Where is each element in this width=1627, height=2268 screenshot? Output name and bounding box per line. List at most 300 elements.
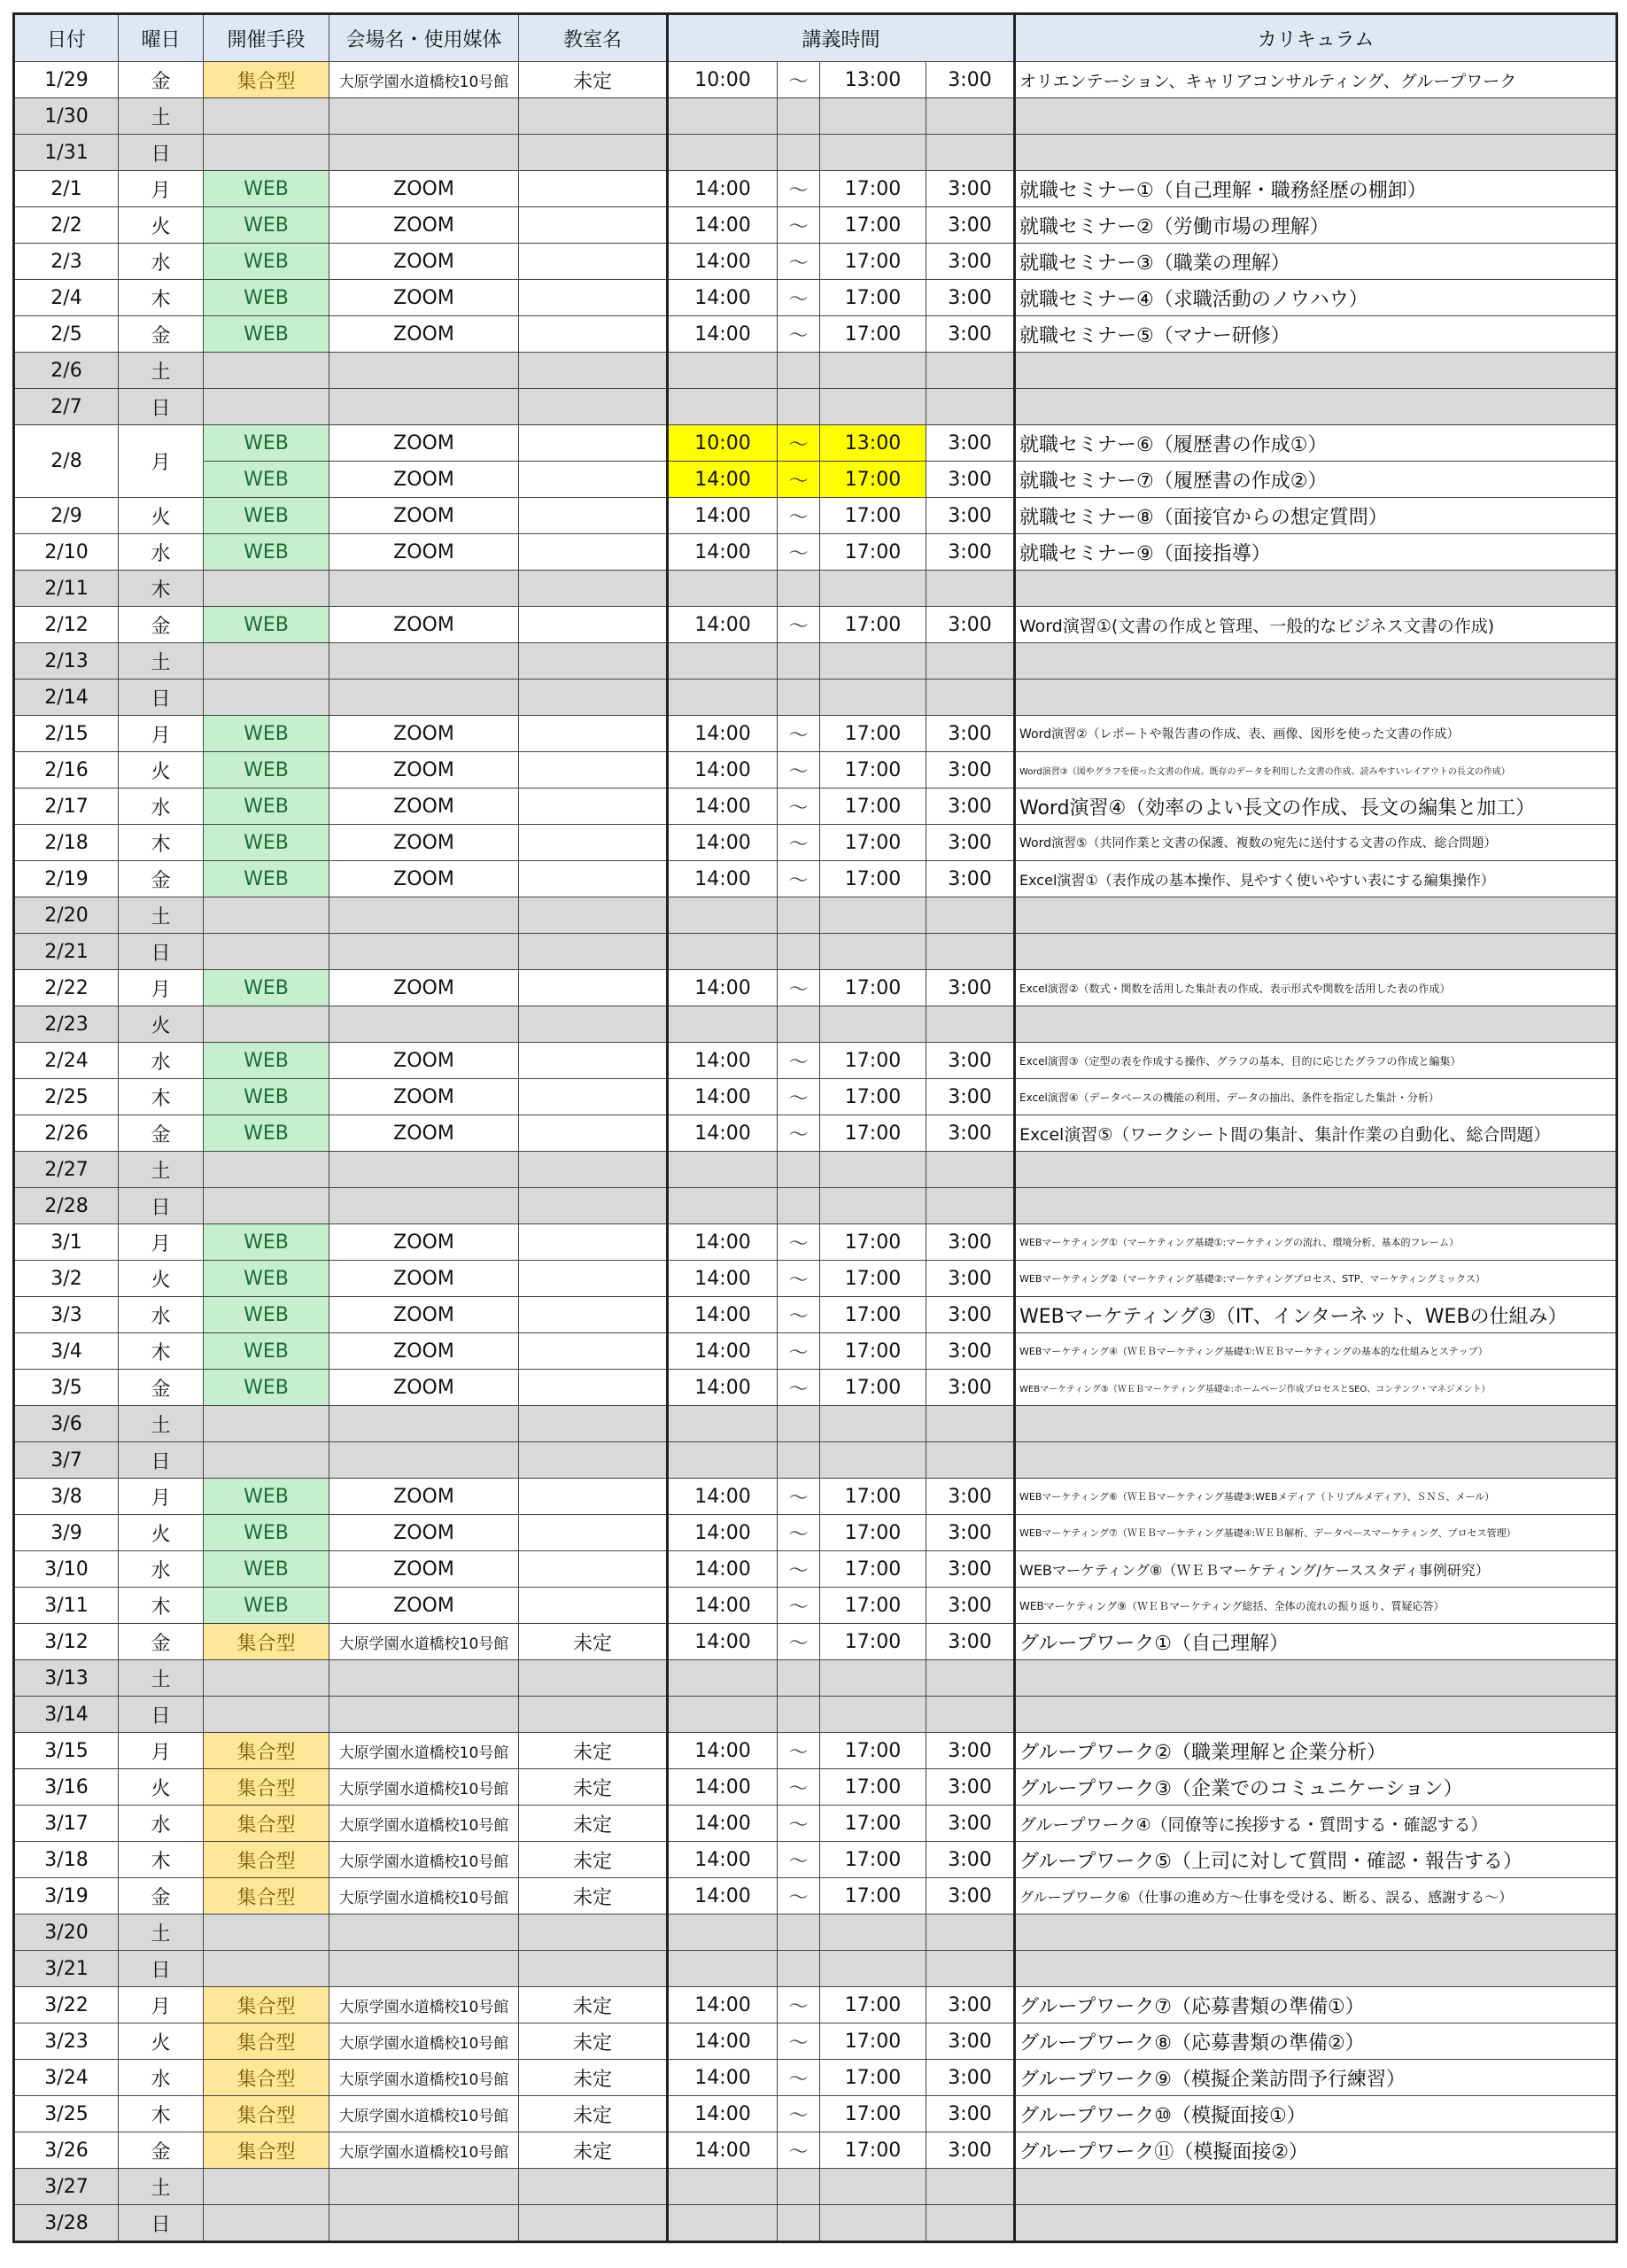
weekday-cell: 日 — [119, 934, 204, 970]
end-time-cell: 13:00 — [820, 425, 926, 462]
classroom-cell — [519, 1915, 668, 1951]
holiday-row — [14, 897, 1617, 934]
curriculum-cell: グループワーク⑪（模擬面接②） — [1015, 2132, 1617, 2169]
time-separator-cell: ～ — [778, 316, 820, 353]
weekday-cell: 土 — [119, 897, 204, 934]
method-badge: WEB — [204, 1115, 329, 1152]
end-time-cell — [820, 135, 926, 171]
date-cell: 2/26 — [14, 1115, 119, 1152]
end-time-cell — [820, 1442, 926, 1479]
session-row — [14, 244, 1617, 280]
venue-cell — [329, 571, 519, 607]
date-cell: 1/29 — [14, 62, 119, 98]
curriculum-cell — [1015, 2205, 1617, 2242]
duration-cell: 3:00 — [926, 752, 1015, 788]
duration-cell: 3:00 — [926, 1333, 1015, 1370]
date-cell: 2/23 — [14, 1006, 119, 1043]
start-time-cell — [668, 1152, 778, 1188]
weekday-cell: 月 — [119, 425, 204, 498]
start-time-cell — [668, 98, 778, 135]
time-separator-cell: ～ — [778, 1515, 820, 1551]
method-badge: WEB — [204, 1370, 329, 1406]
classroom-cell — [519, 1152, 668, 1188]
weekday-cell: 火 — [119, 1006, 204, 1043]
weekday-cell: 土 — [119, 1152, 204, 1188]
curriculum-cell — [1015, 1406, 1617, 1442]
end-time-cell — [820, 1951, 926, 1987]
start-time-cell: 10:00 — [668, 425, 778, 462]
weekday-cell: 月 — [119, 1224, 204, 1261]
duration-cell — [926, 1951, 1015, 1987]
weekday-cell: 土 — [119, 2169, 204, 2205]
venue-cell — [329, 680, 519, 716]
method-badge: WEB — [204, 1079, 329, 1115]
classroom-cell — [519, 207, 668, 244]
method-badge: WEB — [204, 788, 329, 825]
duration-cell: 3:00 — [926, 1115, 1015, 1152]
session-row — [14, 1806, 1617, 1842]
weekday-cell: 月 — [119, 1733, 204, 1769]
start-time-cell: 14:00 — [668, 207, 778, 244]
venue-cell: ZOOM — [329, 462, 519, 498]
curriculum-cell: グループワーク③（企業でのコミュニケーション） — [1015, 1769, 1617, 1806]
end-time-cell: 17:00 — [820, 607, 926, 643]
end-time-cell: 17:00 — [820, 1224, 926, 1261]
method-badge: WEB — [204, 1261, 329, 1297]
end-time-cell: 17:00 — [820, 788, 926, 825]
duration-cell — [926, 1442, 1015, 1479]
method-cell — [204, 1660, 329, 1697]
date-cell: 3/7 — [14, 1442, 119, 1479]
date-cell: 3/17 — [14, 1806, 119, 1842]
method-cell — [204, 1915, 329, 1951]
duration-cell: 3:00 — [926, 316, 1015, 353]
end-time-cell: 17:00 — [820, 2023, 926, 2060]
header-row — [14, 14, 1617, 62]
date-cell: 3/1 — [14, 1224, 119, 1261]
start-time-cell: 14:00 — [668, 1842, 778, 1878]
method-badge: WEB — [204, 1588, 329, 1624]
method-badge: WEB — [204, 316, 329, 353]
end-time-cell — [820, 643, 926, 680]
duration-cell: 3:00 — [926, 1224, 1015, 1261]
classroom-cell: 未定 — [519, 2096, 668, 2132]
time-separator-cell: ～ — [778, 2060, 820, 2096]
venue-cell — [329, 135, 519, 171]
time-separator-cell — [778, 1188, 820, 1224]
duration-cell — [926, 1915, 1015, 1951]
weekday-cell: 土 — [119, 1660, 204, 1697]
curriculum-cell — [1015, 389, 1617, 425]
method-badge: WEB — [204, 1515, 329, 1551]
method-badge: 集合型 — [204, 1624, 329, 1660]
header-weekday: 曜日 — [119, 14, 204, 62]
weekday-cell: 日 — [119, 1188, 204, 1224]
classroom-cell: 未定 — [519, 1806, 668, 1842]
method-badge: WEB — [204, 1333, 329, 1370]
classroom-cell — [519, 861, 668, 897]
time-separator-cell — [778, 353, 820, 389]
duration-cell — [926, 643, 1015, 680]
weekday-cell: 火 — [119, 207, 204, 244]
duration-cell: 3:00 — [926, 1479, 1015, 1515]
start-time-cell: 14:00 — [668, 1370, 778, 1406]
curriculum-cell — [1015, 571, 1617, 607]
weekday-cell: 火 — [119, 1261, 204, 1297]
duration-cell: 3:00 — [926, 1987, 1015, 2023]
venue-cell — [329, 2205, 519, 2242]
weekday-cell: 水 — [119, 1297, 204, 1333]
classroom-cell — [519, 571, 668, 607]
session-row — [14, 752, 1617, 788]
start-time-cell: 14:00 — [668, 2023, 778, 2060]
duration-cell: 3:00 — [926, 1842, 1015, 1878]
header-method: 開催手段 — [204, 14, 329, 62]
end-time-cell — [820, 98, 926, 135]
time-separator-cell: ～ — [778, 498, 820, 534]
start-time-cell: 14:00 — [668, 244, 778, 280]
duration-cell: 3:00 — [926, 1588, 1015, 1624]
start-time-cell — [668, 1006, 778, 1043]
weekday-cell: 日 — [119, 135, 204, 171]
end-time-cell: 17:00 — [820, 1733, 926, 1769]
session-row — [14, 825, 1617, 861]
weekday-cell: 日 — [119, 680, 204, 716]
end-time-cell: 17:00 — [820, 1769, 926, 1806]
method-badge: 集合型 — [204, 1806, 329, 1842]
venue-cell: ZOOM — [329, 1333, 519, 1370]
curriculum-cell: グループワーク①（自己理解） — [1015, 1624, 1617, 1660]
classroom-cell — [519, 316, 668, 353]
method-cell — [204, 571, 329, 607]
duration-cell — [926, 1188, 1015, 1224]
venue-cell — [329, 389, 519, 425]
start-time-cell: 14:00 — [668, 1115, 778, 1152]
end-time-cell: 17:00 — [820, 1806, 926, 1842]
weekday-cell: 金 — [119, 861, 204, 897]
method-badge: WEB — [204, 752, 329, 788]
weekday-cell: 水 — [119, 788, 204, 825]
curriculum-cell: WEBマーケティング④（ＷＥＢマーケティング基礎①:ＷＥＢマーケティングの基本的な仕組みとステップ） — [1015, 1333, 1617, 1370]
venue-cell: ZOOM — [329, 1551, 519, 1588]
venue-cell — [329, 1660, 519, 1697]
classroom-cell: 未定 — [519, 62, 668, 98]
duration-cell: 3:00 — [926, 207, 1015, 244]
time-separator-cell: ～ — [778, 62, 820, 98]
venue-cell: ZOOM — [329, 244, 519, 280]
session-row — [14, 1115, 1617, 1152]
start-time-cell — [668, 1406, 778, 1442]
start-time-cell — [668, 2169, 778, 2205]
start-time-cell: 14:00 — [668, 716, 778, 752]
weekday-cell: 木 — [119, 1842, 204, 1878]
date-cell: 2/6 — [14, 353, 119, 389]
date-cell: 3/10 — [14, 1551, 119, 1588]
session-row — [14, 425, 1617, 462]
start-time-cell: 14:00 — [668, 1551, 778, 1588]
date-cell: 3/21 — [14, 1951, 119, 1987]
end-time-cell — [820, 2205, 926, 2242]
venue-cell: ZOOM — [329, 1588, 519, 1624]
header-time: 講義時間 — [668, 14, 1015, 62]
venue-cell — [329, 897, 519, 934]
end-time-cell — [820, 1188, 926, 1224]
classroom-cell: 未定 — [519, 1842, 668, 1878]
weekday-cell: 火 — [119, 1769, 204, 1806]
method-cell — [204, 1406, 329, 1442]
date-cell: 2/9 — [14, 498, 119, 534]
weekday-cell: 金 — [119, 1115, 204, 1152]
method-badge: 集合型 — [204, 1769, 329, 1806]
end-time-cell: 17:00 — [820, 2060, 926, 2096]
duration-cell — [926, 571, 1015, 607]
venue-cell: ZOOM — [329, 425, 519, 462]
method-badge: WEB — [204, 171, 329, 207]
duration-cell: 3:00 — [926, 1733, 1015, 1769]
time-separator-cell: ～ — [778, 1261, 820, 1297]
curriculum-cell — [1015, 1188, 1617, 1224]
method-cell — [204, 1442, 329, 1479]
time-separator-cell: ～ — [778, 1479, 820, 1515]
start-time-cell — [668, 1442, 778, 1479]
end-time-cell: 17:00 — [820, 316, 926, 353]
venue-cell: ZOOM — [329, 1261, 519, 1297]
date-cell: 1/30 — [14, 98, 119, 135]
date-cell: 3/24 — [14, 2060, 119, 2096]
classroom-cell — [519, 897, 668, 934]
method-badge: WEB — [204, 1297, 329, 1333]
time-separator-cell: ～ — [778, 1987, 820, 2023]
weekday-cell: 火 — [119, 2023, 204, 2060]
venue-cell — [329, 1188, 519, 1224]
end-time-cell: 17:00 — [820, 280, 926, 316]
date-cell: 1/31 — [14, 135, 119, 171]
date-cell: 3/26 — [14, 2132, 119, 2169]
date-cell: 2/3 — [14, 244, 119, 280]
method-cell — [204, 1697, 329, 1733]
classroom-cell — [519, 135, 668, 171]
venue-cell: ZOOM — [329, 1079, 519, 1115]
duration-cell: 3:00 — [926, 1806, 1015, 1842]
method-cell — [204, 1188, 329, 1224]
venue-cell: ZOOM — [329, 788, 519, 825]
weekday-cell: 木 — [119, 571, 204, 607]
curriculum-cell — [1015, 1951, 1617, 1987]
end-time-cell: 17:00 — [820, 1878, 926, 1915]
start-time-cell — [668, 1188, 778, 1224]
duration-cell: 3:00 — [926, 1878, 1015, 1915]
classroom-cell — [519, 752, 668, 788]
duration-cell: 3:00 — [926, 1079, 1015, 1115]
start-time-cell: 14:00 — [668, 2060, 778, 2096]
duration-cell: 3:00 — [926, 462, 1015, 498]
start-time-cell — [668, 2205, 778, 2242]
time-separator-cell — [778, 135, 820, 171]
venue-cell: ZOOM — [329, 1043, 519, 1079]
start-time-cell: 14:00 — [668, 970, 778, 1006]
duration-cell: 3:00 — [926, 1261, 1015, 1297]
classroom-cell — [519, 1043, 668, 1079]
holiday-row — [14, 1406, 1617, 1442]
curriculum-cell: グループワーク⑩（模擬面接①） — [1015, 2096, 1617, 2132]
duration-cell: 3:00 — [926, 280, 1015, 316]
start-time-cell: 14:00 — [668, 1624, 778, 1660]
header-classroom: 教室名 — [519, 14, 668, 62]
weekday-cell: 日 — [119, 389, 204, 425]
end-time-cell — [820, 353, 926, 389]
end-time-cell: 17:00 — [820, 462, 926, 498]
weekday-cell: 水 — [119, 244, 204, 280]
weekday-cell: 木 — [119, 280, 204, 316]
classroom-cell — [519, 643, 668, 680]
time-separator-cell: ～ — [778, 1551, 820, 1588]
weekday-cell: 土 — [119, 98, 204, 135]
curriculum-cell: Excel演習②（数式・関数を活用した集計表の作成、表示形式や関数を活用した表の作成） — [1015, 970, 1617, 1006]
curriculum-cell: WEBマーケティング⑦（ＷＥＢマーケティング基礎④:ＷＥＢ解析、データベースマーケティング、プロセス管理） — [1015, 1515, 1617, 1551]
time-separator-cell — [778, 1660, 820, 1697]
date-cell: 2/19 — [14, 861, 119, 897]
holiday-row — [14, 1152, 1617, 1188]
method-badge: WEB — [204, 462, 329, 498]
holiday-row — [14, 135, 1617, 171]
curriculum-cell — [1015, 1006, 1617, 1043]
date-cell: 3/28 — [14, 2205, 119, 2242]
start-time-cell: 14:00 — [668, 1333, 778, 1370]
end-time-cell: 17:00 — [820, 1987, 926, 2023]
method-cell — [204, 680, 329, 716]
session-row — [14, 1043, 1617, 1079]
time-separator-cell: ～ — [778, 1115, 820, 1152]
venue-cell: ZOOM — [329, 861, 519, 897]
session-row — [14, 1624, 1617, 1660]
start-time-cell: 14:00 — [668, 1297, 778, 1333]
venue-cell: 大原学園水道橋校10号館 — [329, 2060, 519, 2096]
session-row — [14, 280, 1617, 316]
time-separator-cell: ～ — [778, 752, 820, 788]
curriculum-cell: グループワーク⑧（応募書類の準備②） — [1015, 2023, 1617, 2060]
weekday-cell: 木 — [119, 825, 204, 861]
time-separator-cell: ～ — [778, 1079, 820, 1115]
session-row — [14, 498, 1617, 534]
duration-cell — [926, 98, 1015, 135]
venue-cell: 大原学園水道橋校10号館 — [329, 2132, 519, 2169]
start-time-cell: 14:00 — [668, 498, 778, 534]
classroom-cell: 未定 — [519, 2132, 668, 2169]
weekday-cell: 水 — [119, 2060, 204, 2096]
curriculum-cell: WEBマーケティング②（マーケティング基礎②:マーケティングプロセス、STP、マーケティングミックス） — [1015, 1261, 1617, 1297]
duration-cell: 3:00 — [926, 425, 1015, 462]
date-cell: 2/16 — [14, 752, 119, 788]
weekday-cell: 金 — [119, 62, 204, 98]
method-badge: WEB — [204, 1224, 329, 1261]
time-separator-cell — [778, 2205, 820, 2242]
duration-cell: 3:00 — [926, 861, 1015, 897]
duration-cell — [926, 897, 1015, 934]
classroom-cell: 未定 — [519, 1769, 668, 1806]
curriculum-cell — [1015, 934, 1617, 970]
curriculum-cell — [1015, 2169, 1617, 2205]
time-separator-cell: ～ — [778, 1769, 820, 1806]
weekday-cell: 金 — [119, 2132, 204, 2169]
start-time-cell — [668, 643, 778, 680]
method-cell — [204, 1152, 329, 1188]
method-badge: 集合型 — [204, 2096, 329, 2132]
duration-cell: 3:00 — [926, 244, 1015, 280]
session-row — [14, 607, 1617, 643]
date-cell: 2/28 — [14, 1188, 119, 1224]
curriculum-cell — [1015, 1152, 1617, 1188]
start-time-cell: 14:00 — [668, 1515, 778, 1551]
method-cell — [204, 2169, 329, 2205]
weekday-cell: 金 — [119, 1878, 204, 1915]
curriculum-cell: 就職セミナー⑧（面接官からの想定質問） — [1015, 498, 1617, 534]
venue-cell: 大原学園水道橋校10号館 — [329, 1806, 519, 1842]
curriculum-cell: Excel演習①（表作成の基本操作、見やすく使いやすい表にする編集操作） — [1015, 861, 1617, 897]
schedule-body — [14, 14, 1617, 2242]
weekday-cell: 木 — [119, 1333, 204, 1370]
holiday-row — [14, 1006, 1617, 1043]
classroom-cell — [519, 1515, 668, 1551]
venue-cell: ZOOM — [329, 716, 519, 752]
time-separator-cell — [778, 571, 820, 607]
holiday-row — [14, 1915, 1617, 1951]
venue-cell — [329, 1406, 519, 1442]
start-time-cell: 14:00 — [668, 534, 778, 571]
start-time-cell: 14:00 — [668, 1588, 778, 1624]
curriculum-cell: WEBマーケティング③（IT、インターネット、WEBの仕組み） — [1015, 1297, 1617, 1333]
duration-cell: 3:00 — [926, 1515, 1015, 1551]
curriculum-cell: 就職セミナー⑨（面接指導） — [1015, 534, 1617, 571]
date-cell: 3/4 — [14, 1333, 119, 1370]
classroom-cell — [519, 98, 668, 135]
weekday-cell: 土 — [119, 1406, 204, 1442]
classroom-cell — [519, 534, 668, 571]
classroom-cell — [519, 1224, 668, 1261]
venue-cell: ZOOM — [329, 825, 519, 861]
start-time-cell: 14:00 — [668, 280, 778, 316]
method-badge: 集合型 — [204, 1987, 329, 2023]
session-row — [14, 1479, 1617, 1515]
curriculum-cell: WEBマーケティング⑨（ＷＥＢマーケティング総括、全体の流れの振り返り、質疑応答） — [1015, 1588, 1617, 1624]
time-separator-cell: ～ — [778, 1806, 820, 1842]
duration-cell — [926, 353, 1015, 389]
end-time-cell — [820, 1915, 926, 1951]
time-separator-cell: ～ — [778, 788, 820, 825]
method-badge: WEB — [204, 207, 329, 244]
time-separator-cell: ～ — [778, 1588, 820, 1624]
time-separator-cell — [778, 1152, 820, 1188]
weekday-cell: 日 — [119, 2205, 204, 2242]
classroom-cell — [519, 1442, 668, 1479]
date-cell: 3/20 — [14, 1915, 119, 1951]
venue-cell: ZOOM — [329, 1297, 519, 1333]
date-cell: 3/13 — [14, 1660, 119, 1697]
date-cell: 3/19 — [14, 1878, 119, 1915]
classroom-cell — [519, 934, 668, 970]
venue-cell: ZOOM — [329, 1115, 519, 1152]
end-time-cell — [820, 1660, 926, 1697]
holiday-row — [14, 353, 1617, 389]
end-time-cell: 17:00 — [820, 534, 926, 571]
time-separator-cell — [778, 1442, 820, 1479]
date-cell: 2/8 — [14, 425, 119, 498]
date-cell: 2/12 — [14, 607, 119, 643]
session-row — [14, 207, 1617, 244]
classroom-cell — [519, 244, 668, 280]
venue-cell: ZOOM — [329, 207, 519, 244]
session-row — [14, 316, 1617, 353]
end-time-cell — [820, 1697, 926, 1733]
